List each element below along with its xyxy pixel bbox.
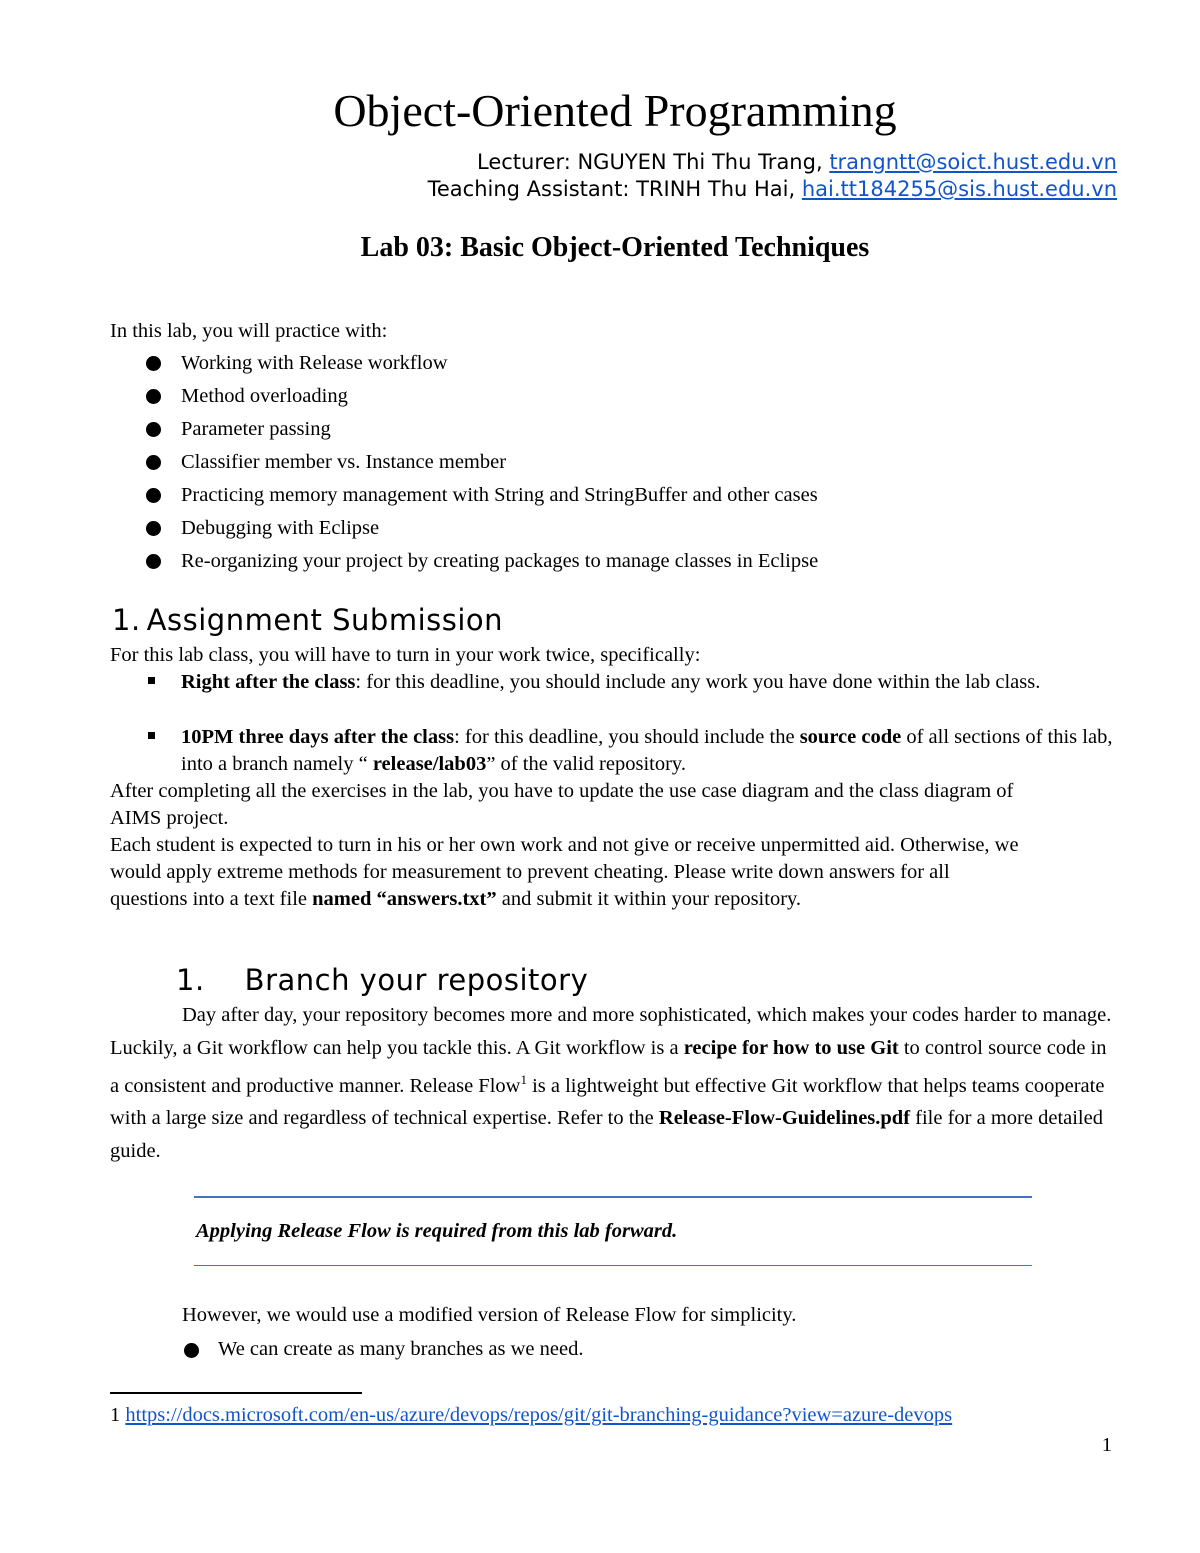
bullet-icon — [146, 389, 161, 404]
footnote: 1 https://docs.microsoft.com/en-us/azure/devops/repos/git/git-branching-guidance?view=azure-devops — [110, 1404, 953, 1426]
section-heading-submission: 1. Assignment Submission — [112, 603, 504, 637]
ta-label: Teaching Assistant: TRINH Thu Hai, — [427, 177, 802, 201]
bullet-icon — [146, 356, 161, 371]
ta-email-link[interactable]: hai.tt184255@sis.hust.edu.vn — [801, 177, 1117, 201]
diagram-paragraph: After completing all the exercises in the lab, you have to update the use case diagram and the class diagram of AIMS project. — [110, 780, 1014, 829]
submission-item-1: Right after the class: for this deadline, you should include any work you have done within the lab class. — [148, 669, 1118, 696]
lab-title: Lab 03: Basic Object-Oriented Techniques — [360, 232, 870, 263]
list-item: Classifier member vs. Instance member — [146, 449, 818, 482]
intro-text: In this lab, you will practice with: — [110, 320, 388, 342]
list-item: Debugging with Eclipse — [146, 515, 818, 548]
bullet-icon — [184, 1343, 199, 1358]
course-title: Object-Oriented Programming — [333, 85, 897, 136]
modified-flow-text: However, we would use a modified version of Release Flow for simplicity. — [182, 1304, 797, 1326]
bullet-icon — [146, 554, 161, 569]
list-item: Practicing memory management with String and StringBuffer and other cases — [146, 482, 818, 515]
submission-item-2: 10PM three days after the class: for this deadline, you should include the source code of all sections of this lab, into a branch namely “ release/lab03” of the valid repository. — [148, 724, 1118, 778]
list-item: Re-organizing your project by creating packages to manage classes in Eclipse — [146, 548, 818, 581]
footnote-ref[interactable]: 1 — [520, 1072, 527, 1087]
footnote-separator — [110, 1392, 362, 1394]
list-item: Parameter passing — [146, 416, 818, 449]
release-flow-note: Applying Release Flow is required from this lab forward. — [196, 1220, 678, 1242]
square-bullet-icon — [148, 677, 155, 684]
bullet-icon — [146, 455, 161, 470]
note-bottom-rule — [194, 1265, 1032, 1266]
branches-bullet: We can create as many branches as we need. — [184, 1336, 583, 1363]
bullet-icon — [146, 521, 161, 536]
list-item: Working with Release workflow — [146, 350, 818, 383]
page-number: 1 — [1101, 1434, 1112, 1456]
note-top-rule — [194, 1196, 1032, 1198]
list-item: Method overloading — [146, 383, 818, 416]
lecturer-label: Lecturer: NGUYEN Thi Thu Trang, — [477, 150, 830, 174]
lecturer-email-link[interactable]: trangntt@soict.hust.edu.vn — [829, 150, 1117, 174]
footnote-link[interactable]: https://docs.microsoft.com/en-us/azure/devops/repos/git/git-branching-guidance?view=azure-devops — [125, 1404, 953, 1426]
release-flow-paragraph: Day after day, your repository becomes more and more sophisticated, which makes your codes harder to manage. Luckily, a Git workflow can help you tackle this. A Git workflow is a recipe for how to use Git to control source code in a consistent and productive manner. Release Flow$^1$ is a lightweight but effective Git workflow that helps teams cooperate with a large size and regardless of technical expertise. Refer to the Release-Flow-Guidelines.pdf file for a more detailed guide. — [110, 1004, 1112, 1162]
integrity-paragraph: Each student is expected to turn in his or her own work and not give or receive unpermitted aid. Otherwise, we would apply extreme methods for measurement to prevent cheating. Please write down answers for all questions into a text file named “answers.txt” and submit it within your repository. — [110, 834, 1019, 910]
practice-list — [146, 350, 818, 581]
bullet-icon — [146, 488, 161, 503]
submission-lead: For this lab class, you will have to turn in your work twice, specifically: — [110, 644, 701, 666]
ta-line — [428, 177, 1117, 201]
lecturer-line — [477, 150, 1117, 174]
square-bullet-icon — [148, 732, 155, 739]
bullet-icon — [146, 422, 161, 437]
section-heading-branch: 1. Branch your repository — [176, 963, 589, 997]
